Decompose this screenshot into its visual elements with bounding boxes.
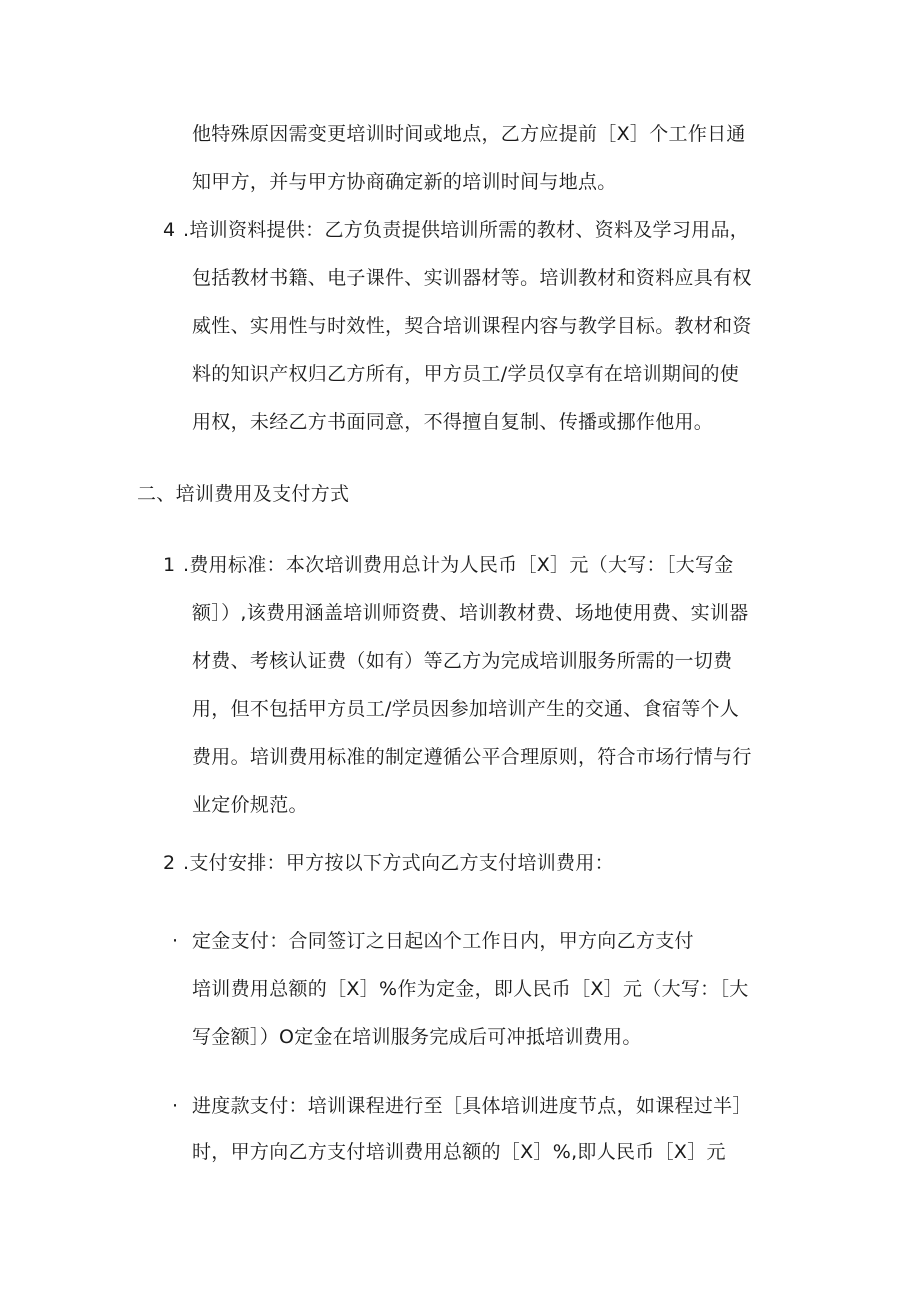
paragraph-line: .培训资料提供：乙方负责提供培训所需的教材、资料及学习用品， xyxy=(183,219,750,241)
paragraph-line: 料的知识产权归乙方所有，甲方员工/学员仅享有在培训期间的使 xyxy=(192,363,740,385)
paragraph-line: 他特殊原因需变更培训时间或地点，乙方应提前［X］个工作日通 xyxy=(192,123,746,145)
paragraph-line: 用，但不包括甲方员工/学员因参加培训产生的交通、食宿等个人 xyxy=(192,698,740,720)
paragraph-line: 进度款支付：培训课程进行至［具体培训进度节点，如课程过半］ xyxy=(192,1095,752,1117)
paragraph-line: 写金额］）O定金在培训服务完成后可冲抵培训费用。 xyxy=(192,1026,642,1048)
paragraph-line: 培训费用总额的［X］%作为定金，即人民币［X］元（大写：［大 xyxy=(192,978,749,1000)
paragraph-line: 定金支付：合同签订之日起凶个工作日内，甲方向乙方支付 xyxy=(192,930,694,952)
section-heading: 二、培训费用及支付方式 xyxy=(137,483,350,505)
paragraph-line: .支付安排：甲方按以下方式向乙方支付培训费用： xyxy=(183,852,614,874)
bullet-marker: · xyxy=(172,1095,179,1117)
paragraph-line: 材费、考核认证费（如有）等乙方为完成培训服务所需的一切费 xyxy=(192,650,733,672)
paragraph-line: 业定价规范。 xyxy=(192,794,308,816)
paragraph-line: 包括教材书籍、电子课件、实训器材等。培训教材和资料应具有权 xyxy=(192,267,752,289)
item-number: 2 xyxy=(163,852,176,874)
paragraph-line: 时，甲方向乙方支付培训费用总额的［X］%,即人民币［X］元 xyxy=(192,1141,726,1163)
paragraph-line: 费用。培训费用标准的制定遵循公平合理原则，符合市场行情与行 xyxy=(192,746,752,768)
item-number: 4 xyxy=(163,219,176,241)
bullet-marker: · xyxy=(172,930,179,952)
paragraph-line: 知甲方，并与甲方协商确定新的培训时间与地点。 xyxy=(192,171,617,193)
item-number: 1 xyxy=(163,554,176,576)
paragraph-line: .费用标准：本次培训费用总计为人民币［X］元（大写：［大写金 xyxy=(183,554,734,576)
paragraph-line: 额］）,该费用涵盖培训师资费、培训教材费、场地使用费、实训器 xyxy=(192,602,749,624)
paragraph-line: 用权，未经乙方书面同意，不得擅自复制、传播或挪作他用。 xyxy=(192,411,714,433)
paragraph-line: 威性、实用性与时效性，契合培训课程内容与教学目标。教材和资 xyxy=(192,315,752,337)
